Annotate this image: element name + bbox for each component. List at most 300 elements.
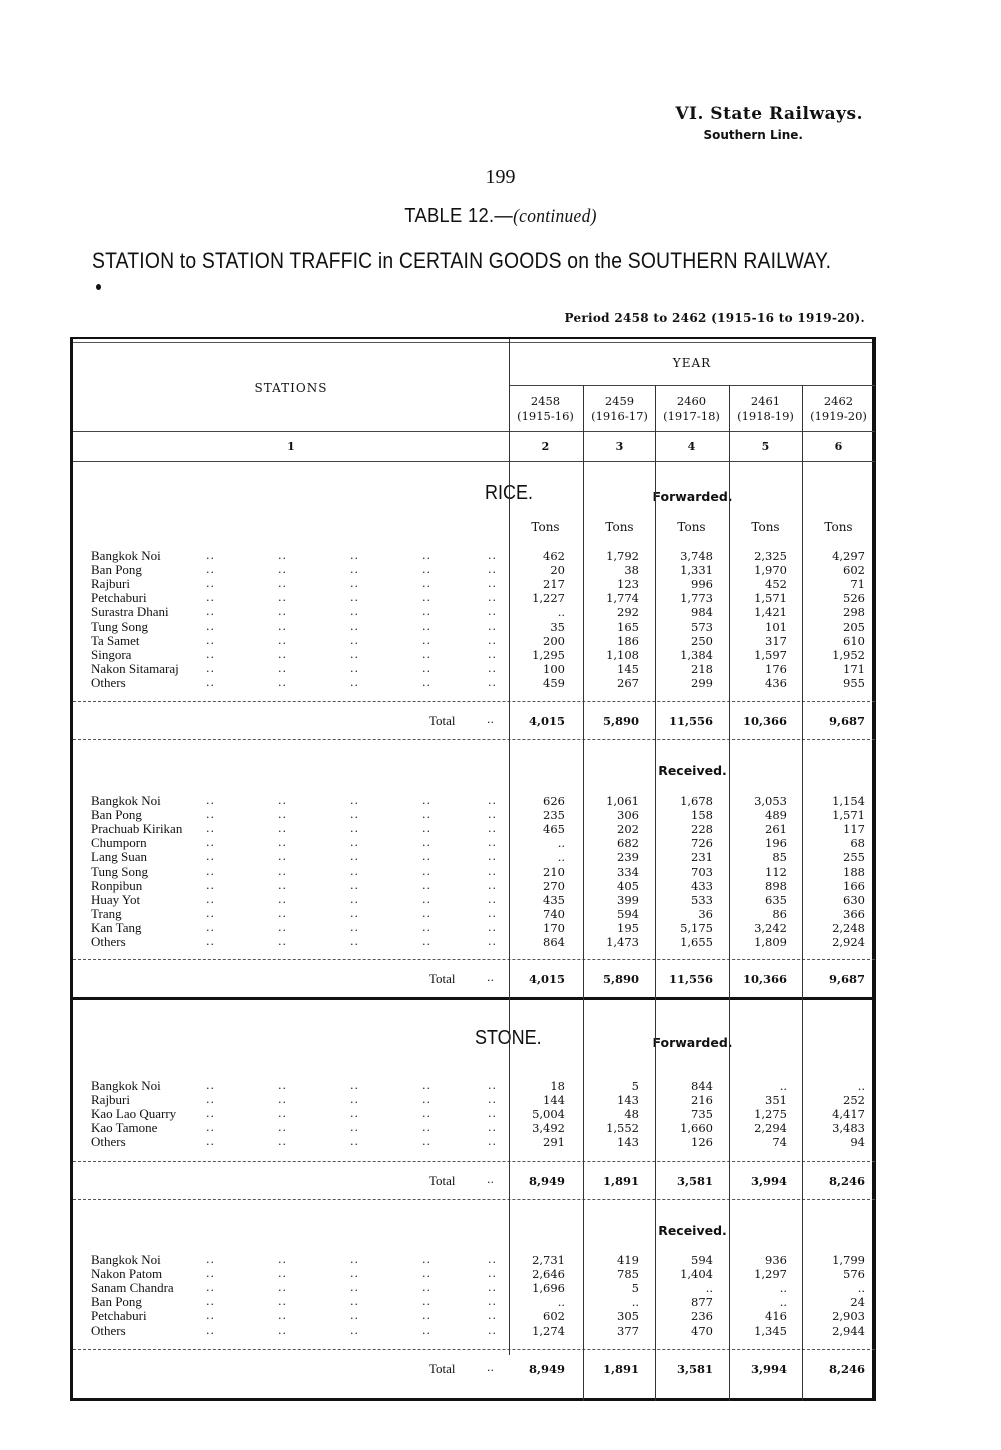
leader-dots: .. [350,1135,359,1149]
tonnage-value: 2,646 [532,1267,565,1282]
tonnage-value: 1,799 [832,1253,865,1267]
tonnage-value: .. [557,605,565,620]
total-value: 5,890 [602,972,639,986]
leader-dots: .. [488,661,497,675]
leader-dots: .. [350,892,359,906]
leader-dots: .. [422,878,431,892]
direction-heading: Forwarded. [652,1035,733,1050]
tonnage-value: 74 [772,1135,787,1150]
leader-dots: .. [488,935,497,948]
tonnage-value: 298 [843,605,865,620]
station-name: Ta Samet [91,632,140,648]
leader-dots: .. [422,850,431,864]
tonnage-value: 252 [843,1093,865,1108]
leader-dots: .. [488,1309,497,1323]
tonnage-value: 602 [543,1309,565,1324]
leader-dots: .. [422,822,431,836]
total-value: 8,949 [528,1174,565,1188]
tonnage-value: 1,696 [532,1281,565,1296]
table-row [73,662,875,676]
tonnage-value: 291 [543,1135,565,1150]
tonnage-value: 955 [843,675,865,690]
tonnage-value: 1,275 [754,1107,787,1122]
leader-dots: .. [206,633,215,647]
station-name: Kan Tang [91,919,142,935]
tonnage-value: 2,924 [832,935,865,949]
leader-dots: .. [350,808,359,822]
station-name: Huay Yot [91,891,141,907]
station-name: Ban Pong [91,807,142,823]
table-continued: (continued) [513,206,597,227]
total-value: 11,556 [668,972,713,986]
tonnage-value: 255 [843,850,865,865]
leader-dots: .. [487,713,494,726]
leader-dots: .. [422,1121,431,1135]
tonnage-value: 1,331 [680,563,713,578]
total-value: 10,366 [742,972,787,986]
table-row [73,836,875,850]
leader-dots: .. [488,1323,497,1337]
page-number: 199 [485,166,516,188]
table-row [73,648,875,662]
leader-dots: .. [488,647,497,661]
tonnage-value: 236 [691,1309,713,1324]
total-rule [73,959,875,960]
tonnage-value: 489 [765,808,787,823]
station-name: Singora [91,646,132,662]
total-label: Total [429,713,456,728]
header-rule [73,431,875,432]
column-rule [802,385,803,1401]
leader-dots: .. [206,1295,215,1309]
leader-dots: .. [488,1079,497,1092]
leader-dots: .. [488,808,497,822]
leader-dots: .. [206,906,215,920]
section-rule [73,1199,875,1200]
leader-dots: .. [278,1309,287,1323]
year-column-header [729,394,802,424]
leader-dots: .. [350,1323,359,1337]
tonnage-value: 217 [543,577,565,592]
tonnage-value: 2,248 [832,920,865,935]
tonnage-value: 533 [691,892,713,907]
station-name: Trang [91,905,122,921]
tonnage-value: 726 [691,836,713,851]
leader-dots: .. [350,1107,359,1121]
tonnage-value: 2,731 [532,1253,565,1267]
leader-dots: .. [422,1079,431,1092]
leader-dots: .. [278,647,287,661]
leader-dots: .. [350,661,359,675]
tonnage-value: 100 [543,661,565,676]
tonnage-value: 3,748 [680,549,713,563]
leader-dots: .. [278,1093,287,1107]
leader-dots: .. [488,577,497,591]
leader-dots: .. [487,1361,494,1374]
leader-dots: .. [278,577,287,591]
total-value: 10,366 [742,714,787,728]
tonnage-value: 86 [772,906,787,921]
leader-dots: .. [422,1267,431,1281]
leader-dots: .. [206,1309,215,1323]
table-row [73,1253,875,1267]
tonnage-value: 1,970 [754,563,787,578]
table-row [73,577,875,591]
tonnage-value: .. [705,1281,713,1296]
leader-dots: .. [350,920,359,934]
table-row [73,879,875,893]
tonnage-value: 1,274 [532,1323,565,1338]
leader-dots: .. [488,1295,497,1309]
year-be: 2460 [676,394,707,408]
leader-dots: .. [487,1173,494,1186]
tonnage-value: 844 [691,1079,713,1093]
year-ad: (1917-18) [663,409,720,423]
leader-dots: .. [278,1079,287,1092]
section-rule [73,997,875,1000]
leader-dots: .. [350,878,359,892]
station-name: Petchaburi [91,590,147,606]
column-number: 6 [834,440,843,453]
station-name: Chumporn [91,835,147,851]
tonnage-value: .. [631,1295,639,1310]
year-ad: (1919-20) [810,409,867,423]
leader-dots: .. [422,563,431,577]
leader-dots: .. [350,1121,359,1135]
tonnage-value: 218 [691,661,713,676]
table-row [73,634,875,648]
leader-dots: .. [350,864,359,878]
tonnage-value: 292 [617,605,639,620]
colnum-rule [73,461,875,462]
column-number: 3 [615,440,624,453]
leader-dots: .. [422,591,431,605]
table-row [73,822,875,836]
tonnage-value: 305 [617,1309,639,1324]
tonnage-value: 3,492 [532,1121,565,1136]
leader-dots: .. [350,591,359,605]
leader-dots: .. [350,1295,359,1309]
total-value: 4,015 [528,972,565,986]
year-column-header [802,394,875,424]
leader-dots: .. [350,794,359,807]
tonnage-value: 145 [617,661,639,676]
tonnage-value: 626 [543,794,565,808]
year-be: 2462 [823,394,854,408]
column-number: 2 [541,440,550,453]
tonnage-value: 1,421 [754,605,787,620]
section-rule [73,739,875,740]
tonnage-value: 306 [617,808,639,823]
leader-dots: .. [206,1107,215,1121]
leader-dots: .. [487,971,494,984]
tonnage-value: .. [779,1079,787,1093]
leader-dots: .. [278,1107,287,1121]
leader-dots: .. [488,836,497,850]
unit-label: Tons [531,520,560,534]
commodity-heading: RICE. [485,482,534,504]
column-rule [729,385,730,1401]
leader-dots: .. [488,878,497,892]
leader-dots: .. [422,633,431,647]
total-value: 1,891 [602,1174,639,1188]
leader-dots: .. [488,1121,497,1135]
leader-dots: .. [350,563,359,577]
tonnage-value: 20 [550,563,565,578]
station-name: Nakon Sitamaraj [91,660,179,676]
tonnage-value: 195 [617,920,639,935]
table-row [73,605,875,619]
leader-dots: .. [278,661,287,675]
year-ad: (1915-16) [517,409,574,423]
tonnage-value: 4,297 [832,549,865,563]
tonnage-value: 94 [850,1135,865,1150]
leader-dots: .. [206,794,215,807]
station-name: Lang Suan [91,849,147,865]
leader-dots: .. [350,1093,359,1107]
tonnage-value: 526 [843,591,865,606]
leader-dots: .. [422,577,431,591]
leader-dots: .. [488,1135,497,1149]
tonnage-value: 1,154 [832,794,865,808]
leader-dots: .. [206,1093,215,1107]
tonnage-value: 216 [691,1093,713,1108]
tonnage-value: 143 [617,1093,639,1108]
station-name: Surastra Dhani [91,604,169,620]
leader-dots: .. [422,808,431,822]
table-row [73,921,875,935]
tonnage-value: 171 [843,661,865,676]
tonnage-value: 5,175 [680,920,713,935]
tonnage-value: 576 [843,1267,865,1282]
station-name: Prachuab Kirikan [91,821,183,837]
total-value: 8,246 [828,1362,865,1376]
station-name: Nakon Patom [91,1266,163,1282]
station-name: Tung Song [91,618,148,634]
leader-dots: .. [350,647,359,661]
tonnage-value: 877 [691,1295,713,1310]
year-be: 2459 [604,394,635,408]
leader-dots: .. [206,619,215,633]
total-value: 3,994 [750,1362,787,1376]
leader-dots: .. [206,1121,215,1135]
table-row [73,808,875,822]
leader-dots: .. [422,1295,431,1309]
tonnage-value: .. [557,850,565,865]
tonnage-value: 936 [765,1253,787,1267]
table-row [73,1281,875,1295]
tonnage-value: 1,774 [606,591,639,606]
leader-dots: .. [206,892,215,906]
tonnage-value: 85 [772,850,787,865]
stations-header: STATIONS [254,381,328,395]
leader-dots: .. [488,605,497,619]
tonnage-value: 261 [765,822,787,837]
table-row [73,1295,875,1309]
tonnage-value: 2,903 [832,1309,865,1324]
total-value: 3,994 [750,1174,787,1188]
total-value: 5,890 [602,714,639,728]
tonnage-value: 18 [550,1079,565,1093]
tonnage-value: 1,809 [754,935,787,949]
tonnage-value: 594 [691,1253,713,1267]
leader-dots: .. [206,577,215,591]
frame-rule [73,342,872,343]
table-row [73,1079,875,1093]
column-rule [655,385,656,1401]
leader-dots: .. [488,1253,497,1266]
tonnage-value: 205 [843,619,865,634]
table-row [73,850,875,864]
leader-dots: .. [488,1107,497,1121]
tonnage-value: .. [557,836,565,851]
total-value: 3,581 [676,1174,713,1188]
tonnage-value: 1,384 [680,647,713,662]
leader-dots: .. [206,1267,215,1281]
leader-dots: .. [350,1079,359,1092]
tonnage-value: 984 [691,605,713,620]
tonnage-value: 1,773 [680,591,713,606]
station-name: Others [91,1322,126,1338]
tonnage-value: 38 [624,563,639,578]
table-row [73,1107,875,1121]
tonnage-value: 996 [691,577,713,592]
leader-dots: .. [278,1267,287,1281]
unit-label: Tons [751,520,780,534]
leader-dots: .. [278,808,287,822]
tonnage-value: 635 [765,892,787,907]
table-row [73,1309,875,1323]
tonnage-value: 250 [691,633,713,648]
tonnage-value: 1,404 [680,1267,713,1282]
leader-dots: .. [278,1323,287,1337]
tonnage-value: 864 [543,935,565,949]
tonnage-value: 5 [631,1079,639,1093]
tonnage-value: 1,473 [606,935,639,949]
total-value: 8,949 [528,1362,565,1376]
leader-dots: .. [422,1107,431,1121]
tonnage-value: 101 [765,619,787,634]
total-value: 3,581 [676,1362,713,1376]
tonnage-value: 188 [843,864,865,879]
leader-dots: .. [488,563,497,577]
total-value: 9,687 [828,972,865,986]
station-name: Ronpibun [91,877,143,893]
tonnage-value: 270 [543,878,565,893]
leader-dots: .. [350,836,359,850]
tonnage-value: 435 [543,892,565,907]
tonnage-value: 158 [691,808,713,823]
tonnage-value: 1,345 [754,1323,787,1338]
tonnage-value: 239 [617,850,639,865]
unit-label: Tons [677,520,706,534]
leader-dots: .. [206,850,215,864]
year-column-header [509,394,582,424]
column-number: 4 [687,440,696,453]
leader-dots: .. [422,675,431,689]
leader-dots: .. [206,836,215,850]
leader-dots: .. [422,920,431,934]
table-row [73,1324,875,1338]
total-value: 4,015 [528,714,565,728]
station-name: Others [91,1134,126,1150]
tonnage-value: 123 [617,577,639,592]
tonnage-value: 433 [691,878,713,893]
leader-dots: .. [488,864,497,878]
tonnage-value: 235 [543,808,565,823]
leader-dots: .. [278,906,287,920]
year-column-header [655,394,728,424]
tonnage-value: 459 [543,675,565,690]
leader-dots: .. [206,563,215,577]
station-name: Bangkok Noi [91,1078,161,1093]
leader-dots: .. [206,920,215,934]
tonnage-value: 228 [691,822,713,837]
total-value: 9,687 [828,714,865,728]
leader-dots: .. [422,1281,431,1295]
column-rule [509,339,510,1355]
leader-dots: .. [278,892,287,906]
tonnage-value: 2,294 [754,1121,787,1136]
tonnage-value: 143 [617,1135,639,1150]
tonnage-value: .. [557,1295,565,1310]
leader-dots: .. [488,619,497,633]
tonnage-value: 210 [543,864,565,879]
leader-dots: .. [422,935,431,948]
leader-dots: .. [278,935,287,948]
leader-dots: .. [206,935,215,948]
leader-dots: .. [488,892,497,906]
tonnage-value: 703 [691,864,713,879]
station-name: Bangkok Noi [91,548,161,563]
tonnage-value: 2,944 [832,1323,865,1338]
tonnage-value: 231 [691,850,713,865]
tonnage-value: 462 [543,549,565,563]
tonnage-value: 334 [617,864,639,879]
station-name: Bangkok Noi [91,793,161,808]
leader-dots: .. [206,878,215,892]
total-value: 1,891 [602,1362,639,1376]
table-label [40,205,961,228]
leader-dots: .. [422,1253,431,1266]
tonnage-value: .. [857,1079,865,1093]
page-title: STATION to STATION TRAFFIC in CERTAIN GOODS on the SOUTHERN RAILWAY. [92,248,832,273]
tonnage-value: 1,571 [754,591,787,606]
running-head [675,104,863,142]
table-row [73,794,875,808]
leader-dots: .. [350,1281,359,1295]
tonnage-value: 573 [691,619,713,634]
subsection-title: Southern Line. [703,128,803,142]
leader-dots: .. [278,591,287,605]
tonnage-value: 366 [843,906,865,921]
leader-dots: .. [278,836,287,850]
leader-dots: .. [278,822,287,836]
table-row [73,907,875,921]
station-name: Rajburi [91,576,130,592]
table-row [73,591,875,605]
tonnage-value: 71 [850,577,865,592]
tonnage-value: 3,053 [754,794,787,808]
column-rule [583,385,584,1401]
tonnage-value: 112 [765,864,787,879]
tonnage-value: 117 [843,822,865,837]
leader-dots: .. [206,808,215,822]
leader-dots: .. [488,591,497,605]
direction-heading: Received. [658,1223,727,1238]
leader-dots: .. [350,1253,359,1266]
leader-dots: .. [206,1079,215,1092]
